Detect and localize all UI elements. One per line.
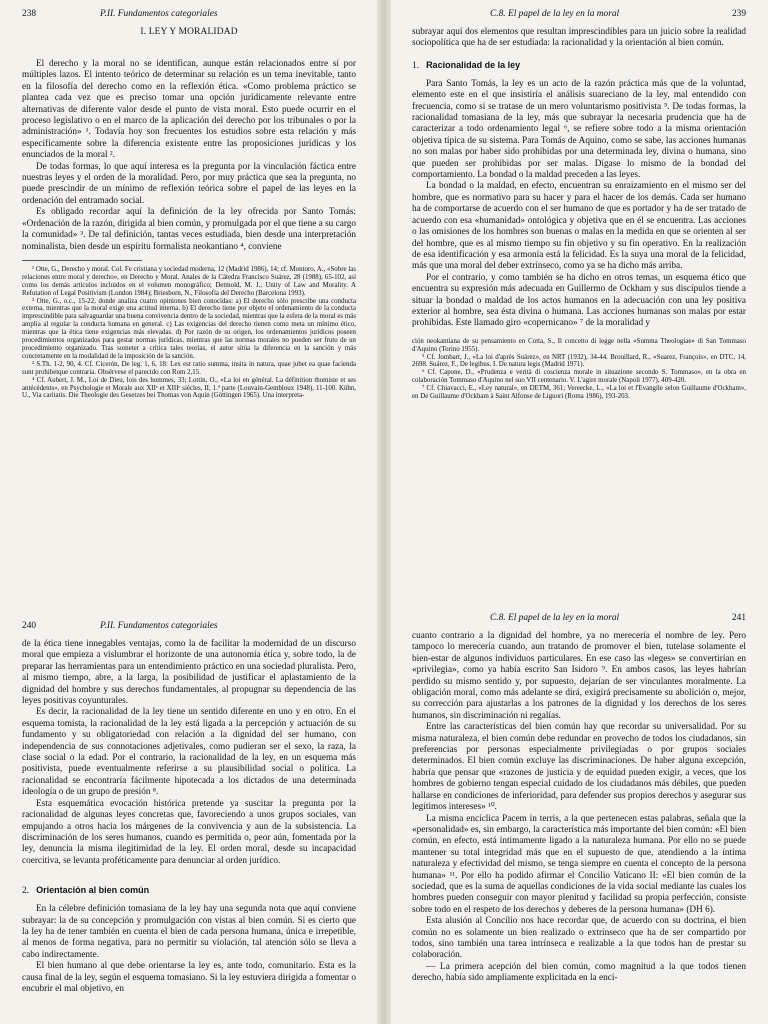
section-number: 1. xyxy=(412,60,420,71)
paragraph: El derecho y la moral no se identifican, aunque están relacionados entre sí por múltiples lazos. El intento teórico de determinar su relación es un tema inevitable, tanto en la filosofía del derecho como en la reflexión ética. «Como problema práctico se plantea cada vez que es preciso tomar una opción jurídicamente relevante entre alternativas de diferente valor desde el punto de vista moral. Esto puede ocurrir en el proceso legislativo o en el marco de la aplicación del derecho por los tribunales o por la administración» ¹. Todavía hoy son frecuentes los estudios sobre esta relación y más específicamente sobre la diferencia existente entre las proposiciones jurídicas y los enunciados de la moral ². xyxy=(22,59,356,161)
footnote: ⁵ Cf. Jombart, J., «La loi d'après Suárez», en NRT (1932), 34-44. Brouillard, R., «Suarez, François», en DTC, 14, 2698. Suárez, F., De legibus. I. De natura legis (Madrid 1971). xyxy=(412,353,746,369)
paragraph: — La primera acepción del bien común, como magnitud a la que todos tienen derecho, había sido ampliamente explicitada en la encí- xyxy=(412,961,746,984)
paragraph: subrayar aquí dos elementos que resultan imprescindibles para un juicio sobre la realidad sociopolítica que ha de ser estudiada: la racionalidad y la orientación al bien común. xyxy=(412,27,746,49)
paragraph: Por el contrario, y como también se ha dicho en otros temas, un esquema ético que encuentra su expresión más adecuada en Guillermo de Ockham y sus discípulos tiende a situar la bondad o maldad de los actos humanos en la adecuación con una ley positiva exterior al hombre, sea ésta divina o humana. Las acciones humanas son malas por estar prohibidas. Este llamado giro «copernicano» ⁷ de la moralidad y xyxy=(412,272,746,329)
header-title: C.8. El papel de la ley en la moral xyxy=(490,9,620,19)
paragraph: de la ética tiene innegables ventajas, como la de facilitar la modernidad de un discurso moral que empieza a vislumbrar el horizonte de una autonomía ética y, sobre todo, la de preparar las herramientas para un entendimiento práctico en una sociedad pluralista. Pero, al mismo tiempo, abre, a la larga, la posibilidad de justificar el aplastamiento de la dignidad del hombre y sus derechos fundamentales, al propugnar su dependencia de las leyes positivas coyunturales. xyxy=(22,639,356,707)
footnote: ⁶ Cf. Capone, D., «Prudenza e verità di coscienza morale in situazione secondo S. Tommaso», en la obra en colaboración Tommaso d'Aquino nel suo VII centenario. V. L'agire morale (Napoli 1977), 409-420. xyxy=(412,369,746,385)
page-number: 238 xyxy=(22,9,37,19)
section-title: Orientación al bien común xyxy=(36,885,150,896)
footnote: ¹ Otte, G., Derecho y moral. Col. Fe cristiana y sociedad moderna, 12 (Madrid 1986), 14; cf. Montoro, A., «Sobre las relaciones entre moral y derecho», en Derecho y Moral. Anales de la Cátedra Francisco Suárez, 28 (1988), 65-102, así como los demás artículos incluidos en el volumen monográfico; Detmold, M. J., Unity of Law and Morality. A Refutation of Legal Positivism (London 1984); Briesborn, N., Filosofía del Derecho (Barcelona 1993). xyxy=(22,265,356,297)
header-title: P.II. Fundamentos categoriales xyxy=(100,9,218,19)
running-header xyxy=(412,612,746,625)
header-title: C.8. El papel de la ley en la moral xyxy=(490,613,620,623)
section-heading: I. LEY Y MORALIDAD xyxy=(140,27,238,37)
paragraph: De todas formas, lo que aquí interesa es la pregunta por la vinculación fáctica entre nuestras leyes y el orden de la moralidad. Pero, por muy práctica que sea la pregunta, no puede prescindir de un mínimo de reflexión teórica sobre el papel de las leyes en la ordenación del entramado social. xyxy=(22,161,356,206)
paragraph: Esta alusión al Concilio nos hace recordar que, de acuerdo con su doctrina, el bien común no es solamente un bien realizado o extrínseco que ha de ser compartido por todos, sino también una tarea intrínseca e realizable a la que todos han de prestar su colaboración. xyxy=(412,916,746,961)
footnote: ⁴ Cf. Aubert, J. M., Loi de Dieu, lois des hommes, 33; Lottin, O., «La loi en général. La définition thomiste et ses antécédents», en Psychologie et Morale aux XIIᵉ et XIIIᵉ siècles, II, 1.ª parte (Louvain-Gembloux 1948), 11-100. Kühn, U., Via caritatis. Die Theologie des Gesetzes bei Thomas von Aquin (Göttingen 1965). Una interpreta- xyxy=(22,376,356,400)
running-header xyxy=(22,620,356,633)
paragraph: El bien humano al que debe orientarse la ley es, ante todo, comunitario. Esta es la causa final de la ley, según el esquema tomasiano. Si la ley estuviera dirigida a fomentar o encubrir el mal objetivo, en xyxy=(22,961,356,994)
footnote-rule xyxy=(22,260,142,264)
body-text xyxy=(412,79,746,330)
section-number: 2. xyxy=(22,886,30,897)
running-header xyxy=(412,8,746,21)
book-gutter xyxy=(377,0,391,1024)
paragraph: Esta esquemática evocación histórica pretende ya suscitar la pregunta por la racionalidad de algunas leyes concretas que, favoreciendo a unos grupos sociales, van empujando a otros hacia los márgenes de la convivencia y aun de la subsistencia. La discriminación de los seres humanos, cuando es permitida o, peor aún, fomentada por la ley, denuncia la misma ilegitimidad de la ley. El orden moral, desde su incapacidad coercitiva, se levanta proféticamente para denunciar al orden jurídico. xyxy=(22,798,356,866)
paragraph: En la célebre definición tomasiana de la ley hay una segunda nota que aquí conviene subrayar: la de su concepción y promulgación con vistas al bien común. Si es cierto que la ley ha de tener también en cuenta el bien de cada persona humana, única e irrepetible, al menos de forma negativa, para no permitir su violación, tal atención sólo se lleva a cabo indirectamente. xyxy=(22,904,356,960)
page-number: 240 xyxy=(22,621,37,631)
footnote: ⁷ Cf. Chiavacci, E., «Ley natural», en DETM, 361; Vereecke, L., «La loi et l'Evangile selon Guillaume d'Ockham», en De Guillaume d'Ockham à Saint Alfonse de Liguori (Roma 1986), 193-203. xyxy=(412,385,746,401)
paragraph: La misma encíclica Pacem in terris, a la que pertenecen estas palabras, señala que la «personalidad» es, sin embargo, la característica más importante del bien común: «El bien común, en efecto, está íntimamente ligado a la naturaleza humana. Por ello no se puede mantener su total integridad más que en el supuesto de que, atendiendo a la íntima naturaleza y efectividad del mismo, se tenga siempre en cuenta el concepto de la persona humana» ¹¹. Por ello ha podido afirmar el Concilio Vaticano II: «El bien común de la sociedad, que es la suma de aquellas condiciones de la vida social mediante las cuales los hombres pueden conseguir con mayor plenitud y facilidad su propia perfección, consiste sobre todo en el respeto de los derechos y deberes de la persona humana» (DH 6). xyxy=(412,813,746,915)
section-heading xyxy=(412,60,746,71)
paragraph: Es decir, la racionalidad de la ley tiene un sentido diferente en uno y en otro. En el esquema tomista, la racionalidad de la ley está ligada a la percepción y actuación de su fundamento y su obligatoriedad con relación a la dignidad del ser humano, con independencia de sus connotaciones adjetivales, como pudieran ser el sexo, la raza, la clase social o la edad. Por el contrario, la racionalidad de la ley, en un esquema más positivista, puede eventualmente referirse a su plausibilidad social o política. La racionalidad se encontraría fácilmente hipotecada a los dictados de una determinada ideología o de un grupo de presión ⁸. xyxy=(22,707,356,798)
footnote: ción neokantiana de su pensamiento en Cotta, S., Il concetto di legge nella «Summa Theologiae» di San Tommaso d'Aquino (Torino 1955). xyxy=(412,337,746,353)
footnotes xyxy=(22,266,356,400)
section-heading xyxy=(22,885,356,896)
running-header xyxy=(22,8,356,21)
paragraph: Entre las características del bien común hay que recordar su universalidad. Por su misma naturaleza, el bien común debe redundar en provecho de todos los ciudadanos, sin preferencias por personas especialmente privilegiadas o por grupos sociales determinados. El bien común excluye las discriminaciones. De haber alguna excepción, habría que pensar que «razones de justicia y de equidad pueden exigir, a veces, que los hombres de gobierno tengan especial cuidado de los ciudadanos más débiles, que pueden hallarse en condiciones de inferioridad, para defender sus propios derechos y asegurar sus legítimos intereses» ¹⁰. xyxy=(412,722,746,813)
body-text xyxy=(22,59,356,253)
paragraph: Es obligado recordar aquí la definición de la ley ofrecida por Santo Tomás: «Ordenación de la razón, dirigida al bien común, y promulgada por el que tiene a su cargo la comunidad» ³. De tal definición, tantas veces estudiada, bien desde una interpretación nominalista, bien desde un espíritu formalista neokantiano ⁴, conviene xyxy=(22,207,356,252)
body-text xyxy=(412,631,746,985)
page-number: 239 xyxy=(731,9,746,19)
footnote: ² Otte, G., o.c., 15-22, donde analiza cuatro opiniones bien conocidas: a) El derecho sólo prescribe una conducta externa, mientras que la moral exige una actitud interna. b) El derecho tiene por objeto el ordenamiento de la conducta imprescindible para salvaguardar una buena convivencia dentro de la sociedad, mientras que la esfera de la moral es más amplia al regular la conducta humana en general. c) Las exigencias del derecho tienen como meta un mínimo ético, mientras que la ética tiene exigencias más elevadas. d) Por razón de su origen, los ordenamientos jurídicos poseen procedimientos organizados para gestar normas jurídicas, mientras que las normas morales no pueden ser fruto de un procedimiento organizado. Tras someter a crítica tales teorías, el autor sitúa la diferencia en la sanción y más concretamente en la modalidad de la imposición de la sanción. xyxy=(22,297,356,360)
footnote: ³ S.Th. 1-2, 90, 4. Cf. Cicerón, De leg. 1, 6, 18: Lex est ratio summa, insita in natura, quae jubet ea quae facienda sunt prohibetque contraria. Obsérvese el parecido con Rom 2,15. xyxy=(22,360,356,376)
paragraph: La bondad o la maldad, en efecto, encuentran su enraizamiento en el mismo ser del hombre, que es normativo para su hacer y para el hacer de los demás. Cada ser humano ha de comportarse de acuerdo con el ser humano de que es portador y ha de ser tratado de acuerdo con esa «humanidad» ontológica y objetiva que en él se encuentra. Las acciones o las omisiones de los hombres son buenas o malas en la medida en que se orienten al ser del hombre, que es al mismo tiempo su fin objetivo y su fin operativo. En la realización de esa identificación y esa armonía está la felicidad. Es la suya una moral de la felicidad, más que una moral del deber extrínseco, como ya se ha dicho más arriba. xyxy=(412,181,746,272)
body-text xyxy=(412,27,746,50)
paragraph: cuanto contrario a la dignidad del hombre, ya no merecería el nombre de ley. Pero tampoco lo merecería cuando, aun tratando de promover el bien, tutelase solamente el bien-estar de algunos individuos particulares. En ese caso las «leges» se convertirían en «privilegia», como ya había escrito San Isidoro ⁹. En ambos casos, las leyes habrían perdido su mismo sentido y, por supuesto, dejarían de ser vinculantes moralmente. La obligación moral, como más adelante se dirá, exigirá precisamente su abolición o, mejor, su corrección para ajustarlas a los patrones de la dignidad y los derechos de los seres humanos, sin discriminación ni regalías. xyxy=(412,631,746,721)
footnotes xyxy=(412,338,746,401)
header-title: P.II. Fundamentos categoriales xyxy=(100,621,218,631)
page-241 xyxy=(412,612,746,1024)
page-238 xyxy=(22,8,356,576)
page-239 xyxy=(412,8,746,556)
page-number: 241 xyxy=(731,613,746,623)
section-title: Racionalidad de la ley xyxy=(426,59,521,70)
page-240 xyxy=(22,620,356,1024)
body-text xyxy=(22,639,356,867)
paragraph: Para Santo Tomás, la ley es un acto de la razón práctica más que de la voluntad, elemento este en el que insistiría el análisis suareciano de la ley, mal entendido con frecuencia, como si se tratase de un mero voluntarismo positivista ⁵. De todas formas, la racionalidad tomasiana de la ley, más que subrayar la necesaria prudencia que ha de caracterizar a todo ordenamiento legal ⁶, se refiere sobre todo a la misma orientación objetiva típica de su sistema. Para Tomás de Aquino, como se sabe, las acciones humanas no son malas por haber sido prohibidas por una determinada ley, divina o humana, sino que pueden ser prohibidas por ser malas. Dígase lo mismo de la bondad del comportamiento. La bondad o la maldad preceden a las leyes. xyxy=(412,78,746,181)
body-text xyxy=(22,904,356,995)
